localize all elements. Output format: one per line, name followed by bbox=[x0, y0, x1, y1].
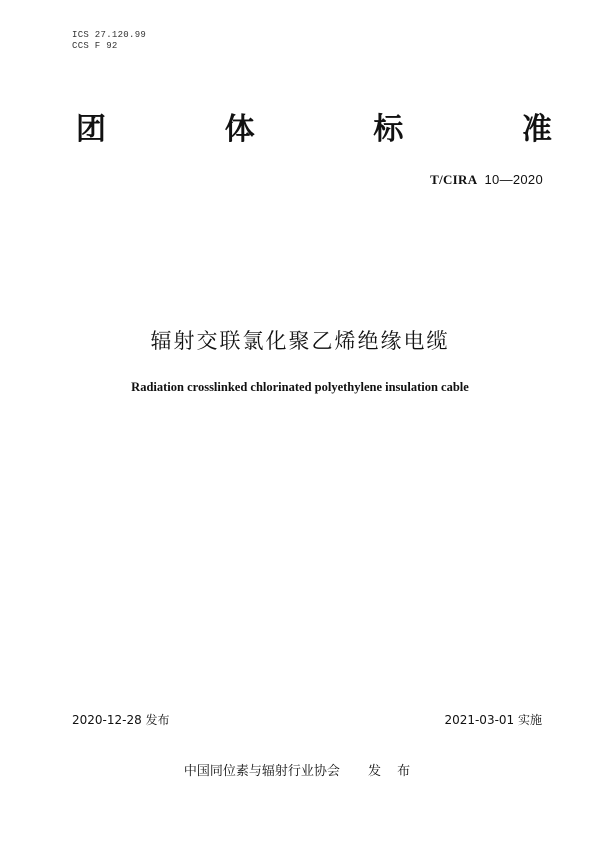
implementation-date: 2021-03-01 实施 bbox=[444, 713, 542, 727]
ics-code: ICS 27.120.99 bbox=[72, 30, 147, 40]
standard-prefix: T/CIRA bbox=[430, 172, 478, 187]
document-title-zh: 辐射交联氯化聚乙烯绝缘电缆 bbox=[150, 329, 450, 353]
standard-type-char: 体 bbox=[224, 112, 255, 147]
standard-number bbox=[430, 172, 543, 188]
standard-type-char: 团 bbox=[76, 112, 106, 147]
ccs-code: CCS F 92 bbox=[72, 41, 118, 51]
publisher-name: 中国同位素与辐射行业协会 bbox=[183, 764, 340, 779]
publisher-line bbox=[0, 763, 600, 781]
publish-label: 发 布 bbox=[367, 764, 417, 779]
document-title-en: Radiation crosslinked chlorinated polyethylene insulation cable bbox=[131, 380, 469, 394]
standard-type-char: 准 bbox=[521, 112, 552, 147]
issue-date: 2020-12-28 发布 bbox=[72, 713, 170, 727]
standard-code: 10—2020 bbox=[484, 172, 543, 187]
standard-type-title bbox=[76, 110, 552, 150]
standard-type-char: 标 bbox=[373, 112, 404, 147]
